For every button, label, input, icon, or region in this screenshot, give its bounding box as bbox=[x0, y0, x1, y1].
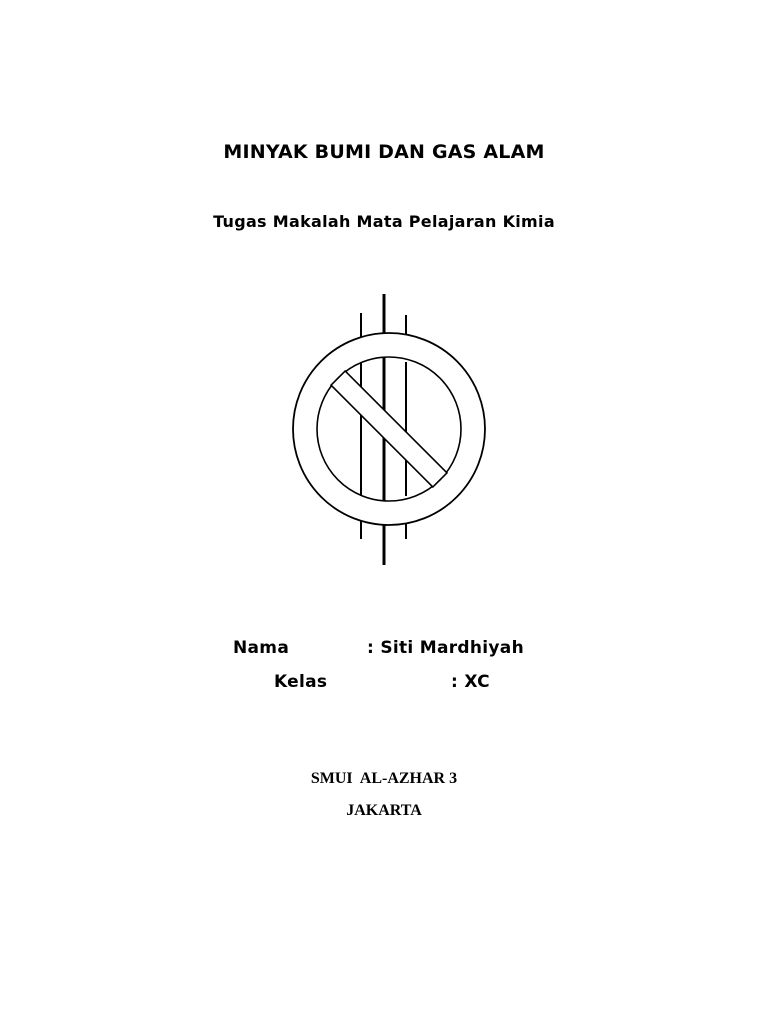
class-label: Kelas bbox=[274, 672, 328, 692]
school-city: JAKARTA bbox=[346, 802, 422, 819]
school-name: SMUI AL-AZHAR 3 bbox=[310, 770, 458, 787]
document-title: MINYAK BUMI DAN GAS ALAM bbox=[223, 141, 545, 163]
name-label: Nama bbox=[233, 638, 290, 658]
document-subtitle: Tugas Makalah Mata Pelajaran Kimia bbox=[213, 212, 555, 231]
class-value: : XC bbox=[451, 672, 490, 692]
no-symbol-emblem-icon bbox=[284, 290, 494, 570]
name-value: : Siti Mardhiyah bbox=[367, 638, 524, 658]
